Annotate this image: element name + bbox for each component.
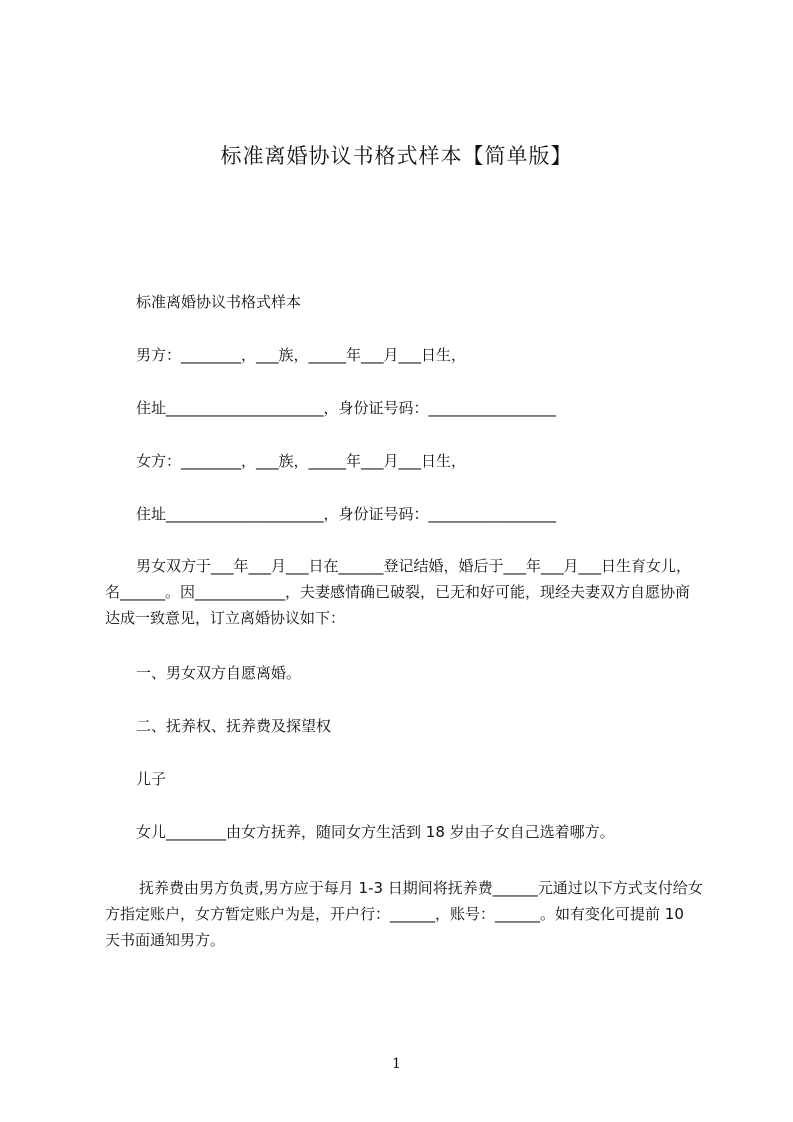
- male-address-line: 住址_____________________，身份证号码：_________________: [136, 399, 557, 417]
- document-title: 标准离婚协议书格式样本【简单版】: [220, 144, 573, 168]
- page-number: 1: [392, 1056, 401, 1072]
- female-info-line: 女方：________，___族，_____年___月___日生，: [136, 452, 467, 470]
- clause-1: 一、男女双方自愿离婚。: [136, 664, 302, 682]
- clause-2-heading: 二、抚养权、抚养费及探望权: [136, 717, 332, 735]
- male-info-line: 男方：________，___族，_____年___月___日生，: [136, 346, 467, 364]
- daughter-custody-line: 女儿________由女方抚养，随同女方生活到 18 岁由子女自己选着哪方。: [136, 823, 615, 841]
- document-subtitle: 标准离婚协议书格式样本: [136, 293, 302, 311]
- female-address-line: 住址_____________________，身份证号码：_________________: [136, 505, 557, 523]
- son-label: 儿子: [136, 770, 167, 788]
- intro-paragraph: 男女双方于___年___月___日在______登记结婚，婚后于___年___月___日生育女儿，名______。因____________，夫妻感情确已破裂，已无和好可能，现经夫妻双方自愿协商达成一致意见，订立离婚协议如下：: [105, 557, 692, 627]
- child-support-paragraph: 抚养费由男方负责,男方应于每月 1-3 日期间将抚养费______元通过以下方式支付给女方指定账户，女方暂定账户为是，开户行：______，账号：______。如有变化可提前 10 天书面通知男方。: [105, 879, 703, 949]
